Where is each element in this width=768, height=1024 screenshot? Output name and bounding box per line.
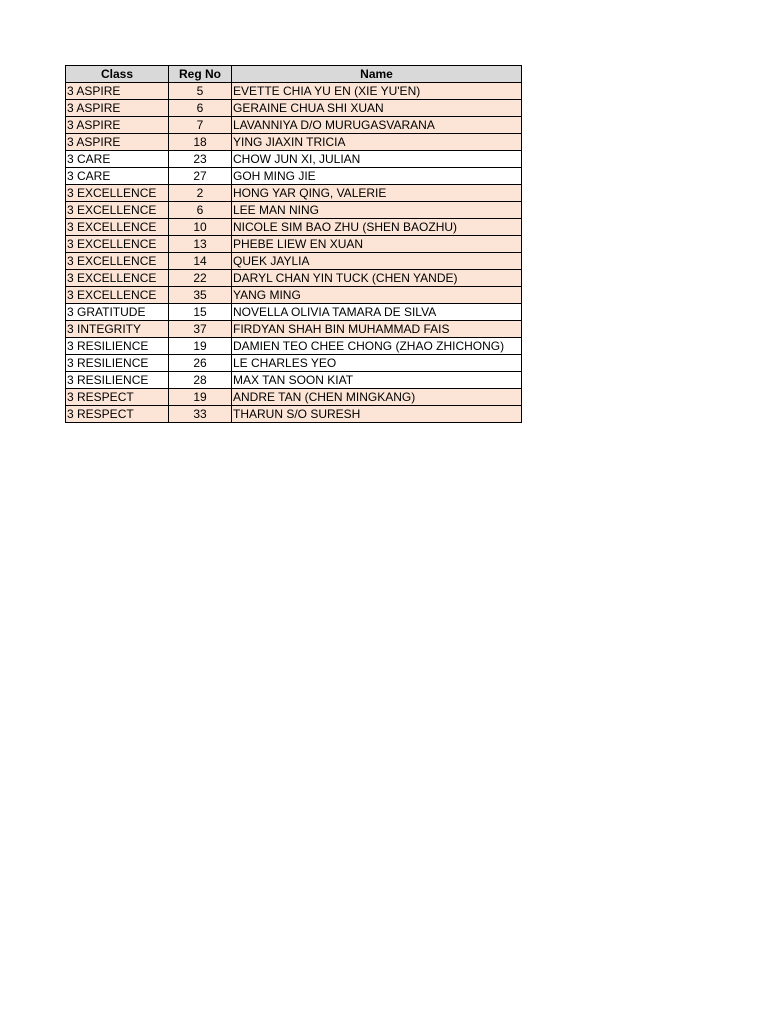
reg-no-column-header: Reg No	[169, 66, 232, 83]
class-cell: 3 ASPIRE	[66, 117, 169, 134]
reg-no-cell: 22	[169, 270, 232, 287]
name-cell: LEE MAN NING	[232, 202, 522, 219]
reg-no-cell: 14	[169, 253, 232, 270]
class-cell: 3 CARE	[66, 151, 169, 168]
class-cell: 3 ASPIRE	[66, 134, 169, 151]
class-column-header: Class	[66, 66, 169, 83]
reg-no-cell: 15	[169, 304, 232, 321]
class-cell: 3 RESILIENCE	[66, 338, 169, 355]
table-row	[66, 338, 522, 355]
name-cell: CHOW JUN XI, JULIAN	[232, 151, 522, 168]
name-cell: MAX TAN SOON KIAT	[232, 372, 522, 389]
name-cell: NOVELLA OLIVIA TAMARA DE SILVA	[232, 304, 522, 321]
name-cell: DARYL CHAN YIN TUCK (CHEN YANDE)	[232, 270, 522, 287]
name-cell: FIRDYAN SHAH BIN MUHAMMAD FAIS	[232, 321, 522, 338]
reg-no-cell: 26	[169, 355, 232, 372]
reg-no-cell: 33	[169, 406, 232, 423]
table-row	[66, 117, 522, 134]
class-cell: 3 RESILIENCE	[66, 372, 169, 389]
name-cell: GOH MING JIE	[232, 168, 522, 185]
class-cell: 3 RESPECT	[66, 389, 169, 406]
reg-no-cell: 2	[169, 185, 232, 202]
table-row	[66, 202, 522, 219]
table-row	[66, 406, 522, 423]
name-cell: THARUN S/O SURESH	[232, 406, 522, 423]
table-row	[66, 185, 522, 202]
table-row	[66, 236, 522, 253]
table-row	[66, 304, 522, 321]
name-cell: EVETTE CHIA YU EN (XIE YU'EN)	[232, 83, 522, 100]
table-body	[66, 83, 522, 423]
name-cell: GERAINE CHUA SHI XUAN	[232, 100, 522, 117]
reg-no-cell: 35	[169, 287, 232, 304]
name-cell: YANG MING	[232, 287, 522, 304]
table-row	[66, 168, 522, 185]
name-cell: ANDRE TAN (CHEN MINGKANG)	[232, 389, 522, 406]
reg-no-cell: 13	[169, 236, 232, 253]
class-cell: 3 EXCELLENCE	[66, 236, 169, 253]
table-row	[66, 287, 522, 304]
name-column-header: Name	[232, 66, 522, 83]
name-cell: NICOLE SIM BAO ZHU (SHEN BAOZHU)	[232, 219, 522, 236]
name-cell: LAVANNIYA D/O MURUGASVARANA	[232, 117, 522, 134]
student-table	[65, 65, 522, 423]
table-header-row	[66, 66, 522, 83]
table-row	[66, 270, 522, 287]
reg-no-cell: 7	[169, 117, 232, 134]
name-cell: YING JIAXIN TRICIA	[232, 134, 522, 151]
table-row	[66, 151, 522, 168]
class-cell: 3 INTEGRITY	[66, 321, 169, 338]
table-row	[66, 253, 522, 270]
class-cell: 3 EXCELLENCE	[66, 219, 169, 236]
class-cell: 3 ASPIRE	[66, 100, 169, 117]
class-cell: 3 RESILIENCE	[66, 355, 169, 372]
name-cell: LE CHARLES YEO	[232, 355, 522, 372]
reg-no-cell: 18	[169, 134, 232, 151]
table-row	[66, 100, 522, 117]
table-row	[66, 219, 522, 236]
table-row	[66, 134, 522, 151]
table-row	[66, 372, 522, 389]
class-cell: 3 GRATITUDE	[66, 304, 169, 321]
name-cell: QUEK JAYLIA	[232, 253, 522, 270]
class-cell: 3 EXCELLENCE	[66, 287, 169, 304]
reg-no-cell: 37	[169, 321, 232, 338]
name-cell: DAMIEN TEO CHEE CHONG (ZHAO ZHICHONG)	[232, 338, 522, 355]
class-cell: 3 ASPIRE	[66, 83, 169, 100]
reg-no-cell: 28	[169, 372, 232, 389]
reg-no-cell: 10	[169, 219, 232, 236]
table-row	[66, 321, 522, 338]
table-row	[66, 83, 522, 100]
reg-no-cell: 6	[169, 100, 232, 117]
class-cell: 3 EXCELLENCE	[66, 185, 169, 202]
table-row	[66, 355, 522, 372]
reg-no-cell: 27	[169, 168, 232, 185]
class-cell: 3 EXCELLENCE	[66, 202, 169, 219]
class-cell: 3 RESPECT	[66, 406, 169, 423]
class-cell: 3 EXCELLENCE	[66, 253, 169, 270]
student-list-sheet	[65, 65, 521, 423]
reg-no-cell: 6	[169, 202, 232, 219]
table-row	[66, 389, 522, 406]
class-cell: 3 EXCELLENCE	[66, 270, 169, 287]
reg-no-cell: 19	[169, 389, 232, 406]
name-cell: HONG YAR QING, VALERIE	[232, 185, 522, 202]
reg-no-cell: 5	[169, 83, 232, 100]
name-cell: PHEBE LIEW EN XUAN	[232, 236, 522, 253]
reg-no-cell: 23	[169, 151, 232, 168]
reg-no-cell: 19	[169, 338, 232, 355]
class-cell: 3 CARE	[66, 168, 169, 185]
